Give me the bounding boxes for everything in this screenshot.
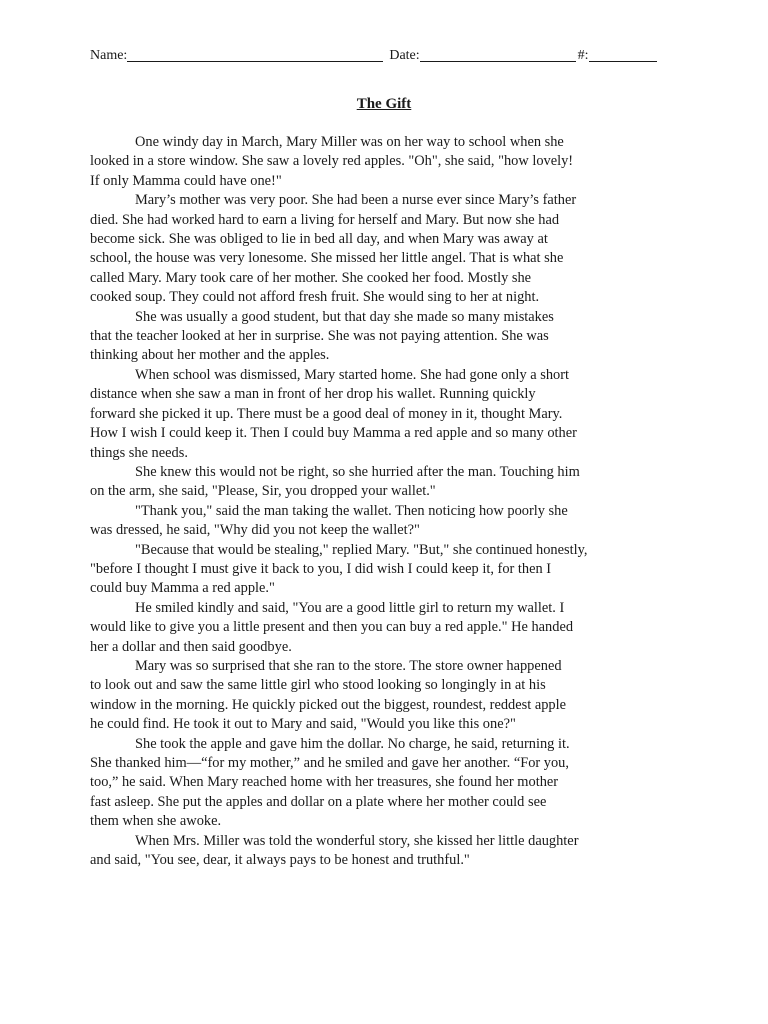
paragraph: She took the apple and gave him the dollar. No charge, he said, returning it. She thanked him—“for my mother,” and he smiled and gave her another. “For you, too,” he said. When Mary reached home with her treasures, she found her mother fast asleep. She put the apples and dollar on a plate where her mother could see them when she awoke. [90,735,570,830]
date-blank-line [420,47,576,62]
number-label: #: [577,48,589,63]
paragraph: "Because that would be stealing," replied Mary. "But," she continued honestly, "before I thought I must give it back to you, I did wish I could keep it, for then I could buy Mamma a red apple." [90,541,588,597]
paragraph: Mary was so surprised that she ran to the store. The store owner happened to look out and saw the same little girl who stood looking so longingly in at his window in the morning. He quickly picked out the biggest, roundest, reddest apple he could find. He took it out to Mary and said, "Would you like this one?" [90,657,566,733]
paragraph: When Mrs. Miller was told the wonderful story, she kissed her little daughter and said, "You see, dear, it always pays to be honest and truthful." [90,832,579,869]
student-info-header [90,47,670,65]
paragraph: She knew this would not be right, so she hurried after the man. Touching him on the arm, she said, "Please, Sir, you dropped your wallet." [90,463,580,500]
paragraph: When school was dismissed, Mary started home. She had gone only a short distance when she saw a man in front of her drop his wallet. Running quickly forward she picked it up. There must be a good deal of money in it, thought Mary. How I wish I could keep it. Then I could buy Mamma a red apple and so many other things she needs. [90,366,577,461]
date-label: Date: [389,48,420,63]
name-blank-line [127,47,383,62]
paragraph: He smiled kindly and said, "You are a good little girl to return my wallet. I would like to give you a little present and then you can buy a red apple." He handed her a dollar and then said goodbye. [90,599,574,655]
number-blank-line [589,47,657,62]
name-label: Name: [90,48,128,63]
paragraph: "Thank you," said the man taking the wallet. Then noticing how poorly she was dressed, he said, "Why did you not keep the wallet?" [90,502,568,539]
paragraph: Mary’s mother was very poor. She had been a nurse ever since Mary’s father died. She had worked hard to earn a living for herself and Mary. But now she had become sick. She was obliged to lie in bed all day, and when Mary was away at school, the house was very lonesome. She missed her little angel. That is what she called Mary. Mary took care of her mother. She cooked her food. Mostly she cooked soup. They could not afford fresh fruit. She would sing to her at night. [90,192,577,306]
story-title [0,94,768,114]
paragraph: She was usually a good student, but that day she made so many mistakes that the teacher looked at her in surprise. She was not paying attention. She was thinking about her mother and the apples. [90,308,554,364]
story-title-text: The Gift [356,96,412,112]
story-body [90,133,650,870]
paragraph: One windy day in March, Mary Miller was on her way to school when she looked in a store window. She saw a lovely red apples. "Oh", she said, "how lovely! If only Mamma could have one!" [90,134,574,189]
